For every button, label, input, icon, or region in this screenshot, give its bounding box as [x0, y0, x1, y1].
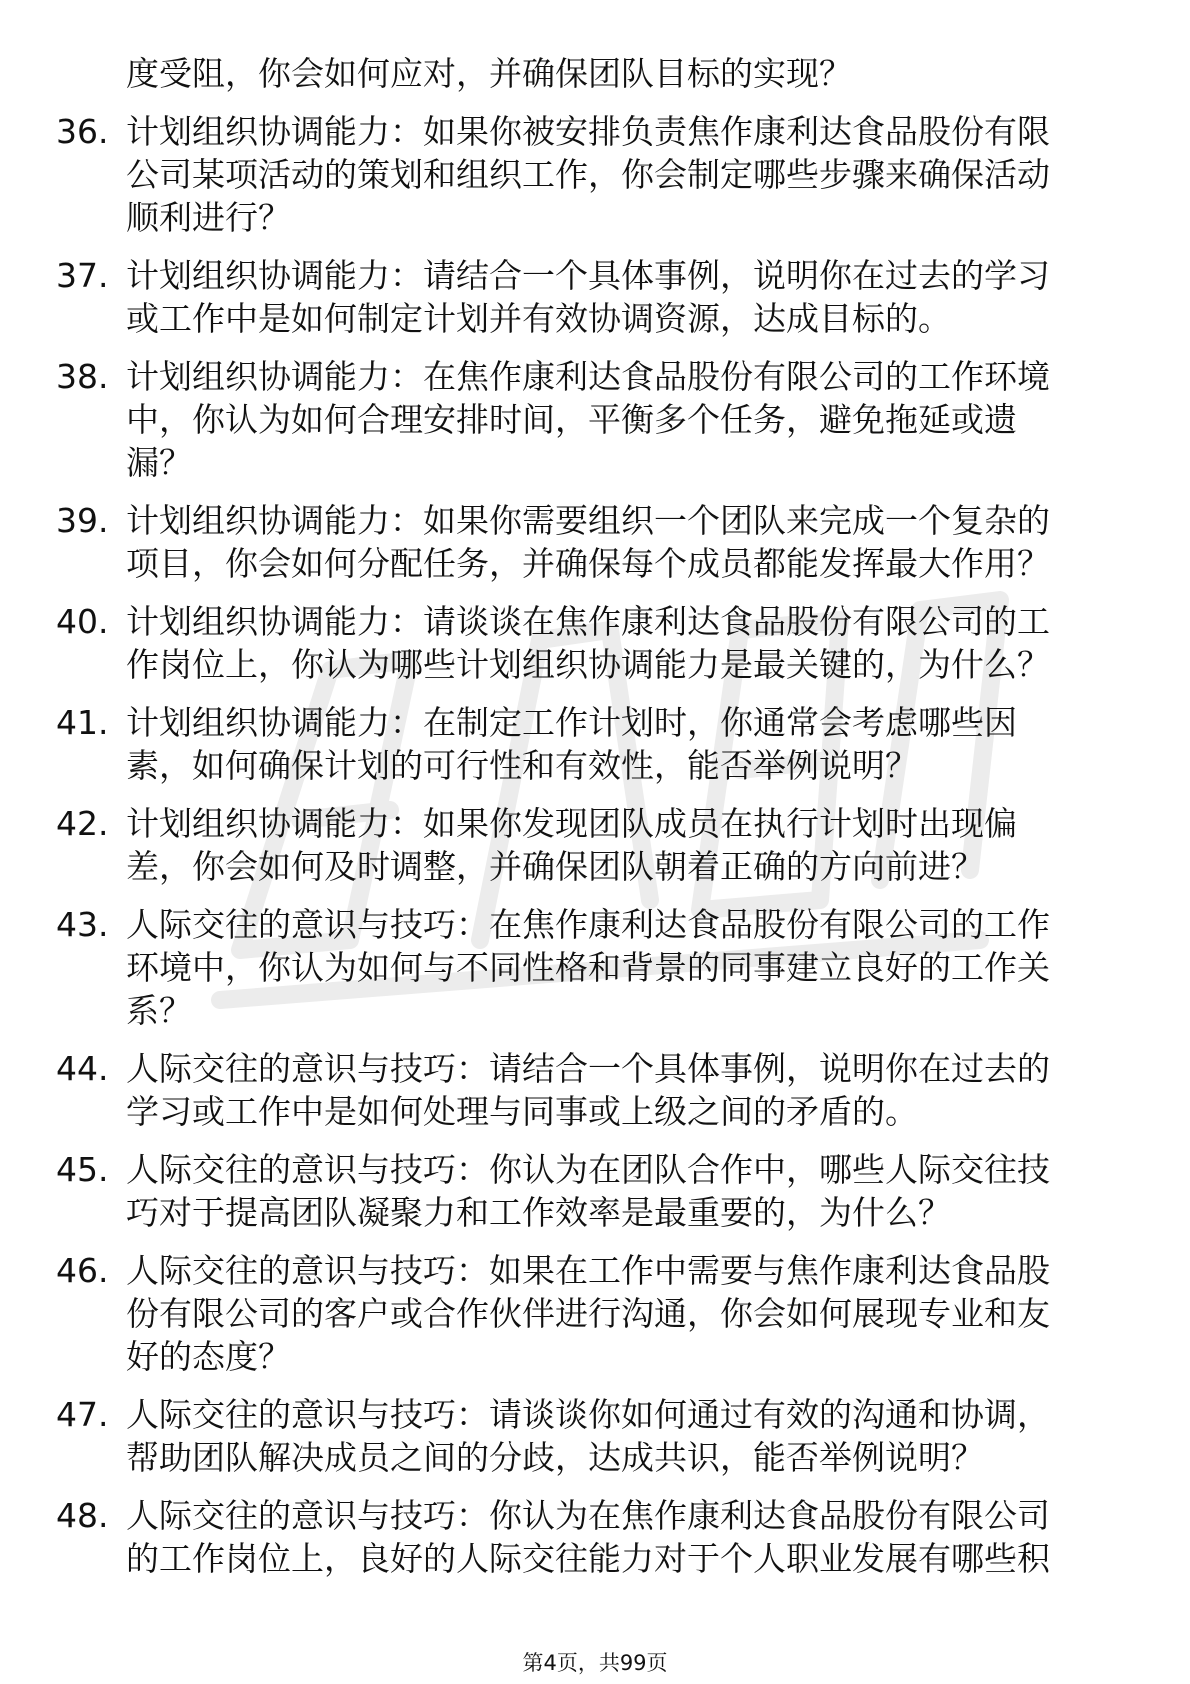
question-number: 41. — [56, 703, 109, 742]
question-text-line: 人际交往的意识与技巧：请谈谈你如何通过有效的沟通和协调， — [126, 1395, 1050, 1434]
question-text-line: 系？ — [126, 991, 192, 1030]
question-text-line: 顺利进行？ — [126, 198, 291, 237]
question-text-line: 人际交往的意识与技巧：如果在工作中需要与焦作康利达食品股 — [126, 1251, 1050, 1290]
question-number: 45. — [56, 1150, 109, 1189]
question-item — [0, 1393, 1190, 1479]
question-text-line: 份有限公司的客户或合作伙伴进行沟通，你会如何展现专业和友 — [126, 1294, 1050, 1333]
page-footer: 第4页，共99页 — [522, 1651, 668, 1675]
question-text-line: 计划组织协调能力：请谈谈在焦作康利达食品股份有限公司的工 — [126, 602, 1050, 641]
question-number: 46. — [56, 1251, 109, 1290]
question-text-line: 中，你认为如何合理安排时间，平衡多个任务，避免拖延或遗 — [126, 400, 1017, 439]
question-text-line: 好的态度？ — [126, 1337, 291, 1376]
question-text-line: 度受阻，你会如何应对，并确保团队目标的实现？ — [126, 54, 852, 93]
question-item — [0, 802, 1190, 888]
question-item — [0, 600, 1190, 686]
question-text-line: 计划组织协调能力：如果你被安排负责焦作康利达食品股份有限 — [126, 112, 1050, 151]
question-item — [0, 499, 1190, 585]
question-text-line: 人际交往的意识与技巧：在焦作康利达食品股份有限公司的工作 — [126, 905, 1050, 944]
question-number: 37. — [56, 256, 109, 295]
question-number: 40. — [56, 602, 109, 641]
question-item — [0, 903, 1190, 1032]
question-number: 47. — [56, 1395, 109, 1434]
question-number: 48. — [56, 1496, 109, 1535]
question-text-line: 计划组织协调能力：如果你发现团队成员在执行计划时出现偏 — [126, 804, 1017, 843]
question-text-line: 学习或工作中是如何处理与同事或上级之间的矛盾的。 — [126, 1092, 918, 1131]
question-item — [0, 1494, 1190, 1580]
question-item — [0, 355, 1190, 484]
question-number: 39. — [56, 501, 109, 540]
question-text-line: 计划组织协调能力：在制定工作计划时，你通常会考虑哪些因 — [126, 703, 1017, 742]
question-item — [0, 701, 1190, 787]
question-text-line: 人际交往的意识与技巧：你认为在团队合作中，哪些人际交往技 — [126, 1150, 1050, 1189]
question-text-line: 人际交往的意识与技巧：请结合一个具体事例，说明你在过去的 — [126, 1049, 1050, 1088]
question-text-line: 计划组织协调能力：请结合一个具体事例，说明你在过去的学习 — [126, 256, 1050, 295]
question-text-line: 计划组织协调能力：在焦作康利达食品股份有限公司的工作环境 — [126, 357, 1050, 396]
question-item — [0, 110, 1190, 239]
question-text-line: 素，如何确保计划的可行性和有效性，能否举例说明？ — [126, 746, 918, 785]
question-number: 42. — [56, 804, 109, 843]
question-text-line: 环境中，你认为如何与不同性格和背景的同事建立良好的工作关 — [126, 948, 1050, 987]
question-text-line: 计划组织协调能力：如果你需要组织一个团队来完成一个复杂的 — [126, 501, 1050, 540]
question-text-line: 的工作岗位上，良好的人际交往能力对于个人职业发展有哪些积 — [126, 1539, 1050, 1578]
question-item — [0, 1047, 1190, 1133]
question-text-line: 差，你会如何及时调整，并确保团队朝着正确的方向前进？ — [126, 847, 984, 886]
question-text-line: 漏？ — [126, 443, 192, 482]
question-text-line: 公司某项活动的策划和组织工作，你会制定哪些步骤来确保活动 — [126, 155, 1050, 194]
question-number: 43. — [56, 905, 109, 944]
question-number: 44. — [56, 1049, 109, 1088]
question-item — [0, 1249, 1190, 1378]
question-text-line: 人际交往的意识与技巧：你认为在焦作康利达食品股份有限公司 — [126, 1496, 1050, 1535]
question-text-line: 作岗位上，你认为哪些计划组织协调能力是最关键的，为什么？ — [126, 645, 1050, 684]
question-text-line: 巧对于提高团队凝聚力和工作效率是最重要的，为什么？ — [126, 1193, 951, 1232]
question-text-line: 帮助团队解决成员之间的分歧，达成共识，能否举例说明？ — [126, 1438, 984, 1477]
question-list — [0, 52, 1190, 1595]
question-text-line: 项目，你会如何分配任务，并确保每个成员都能发挥最大作用？ — [126, 544, 1050, 583]
question-number: 36. — [56, 112, 109, 151]
question-text-line: 或工作中是如何制定计划并有效协调资源，达成目标的。 — [126, 299, 951, 338]
question-item — [0, 254, 1190, 340]
question-item — [0, 52, 1190, 95]
question-number: 38. — [56, 357, 109, 396]
question-item — [0, 1148, 1190, 1234]
